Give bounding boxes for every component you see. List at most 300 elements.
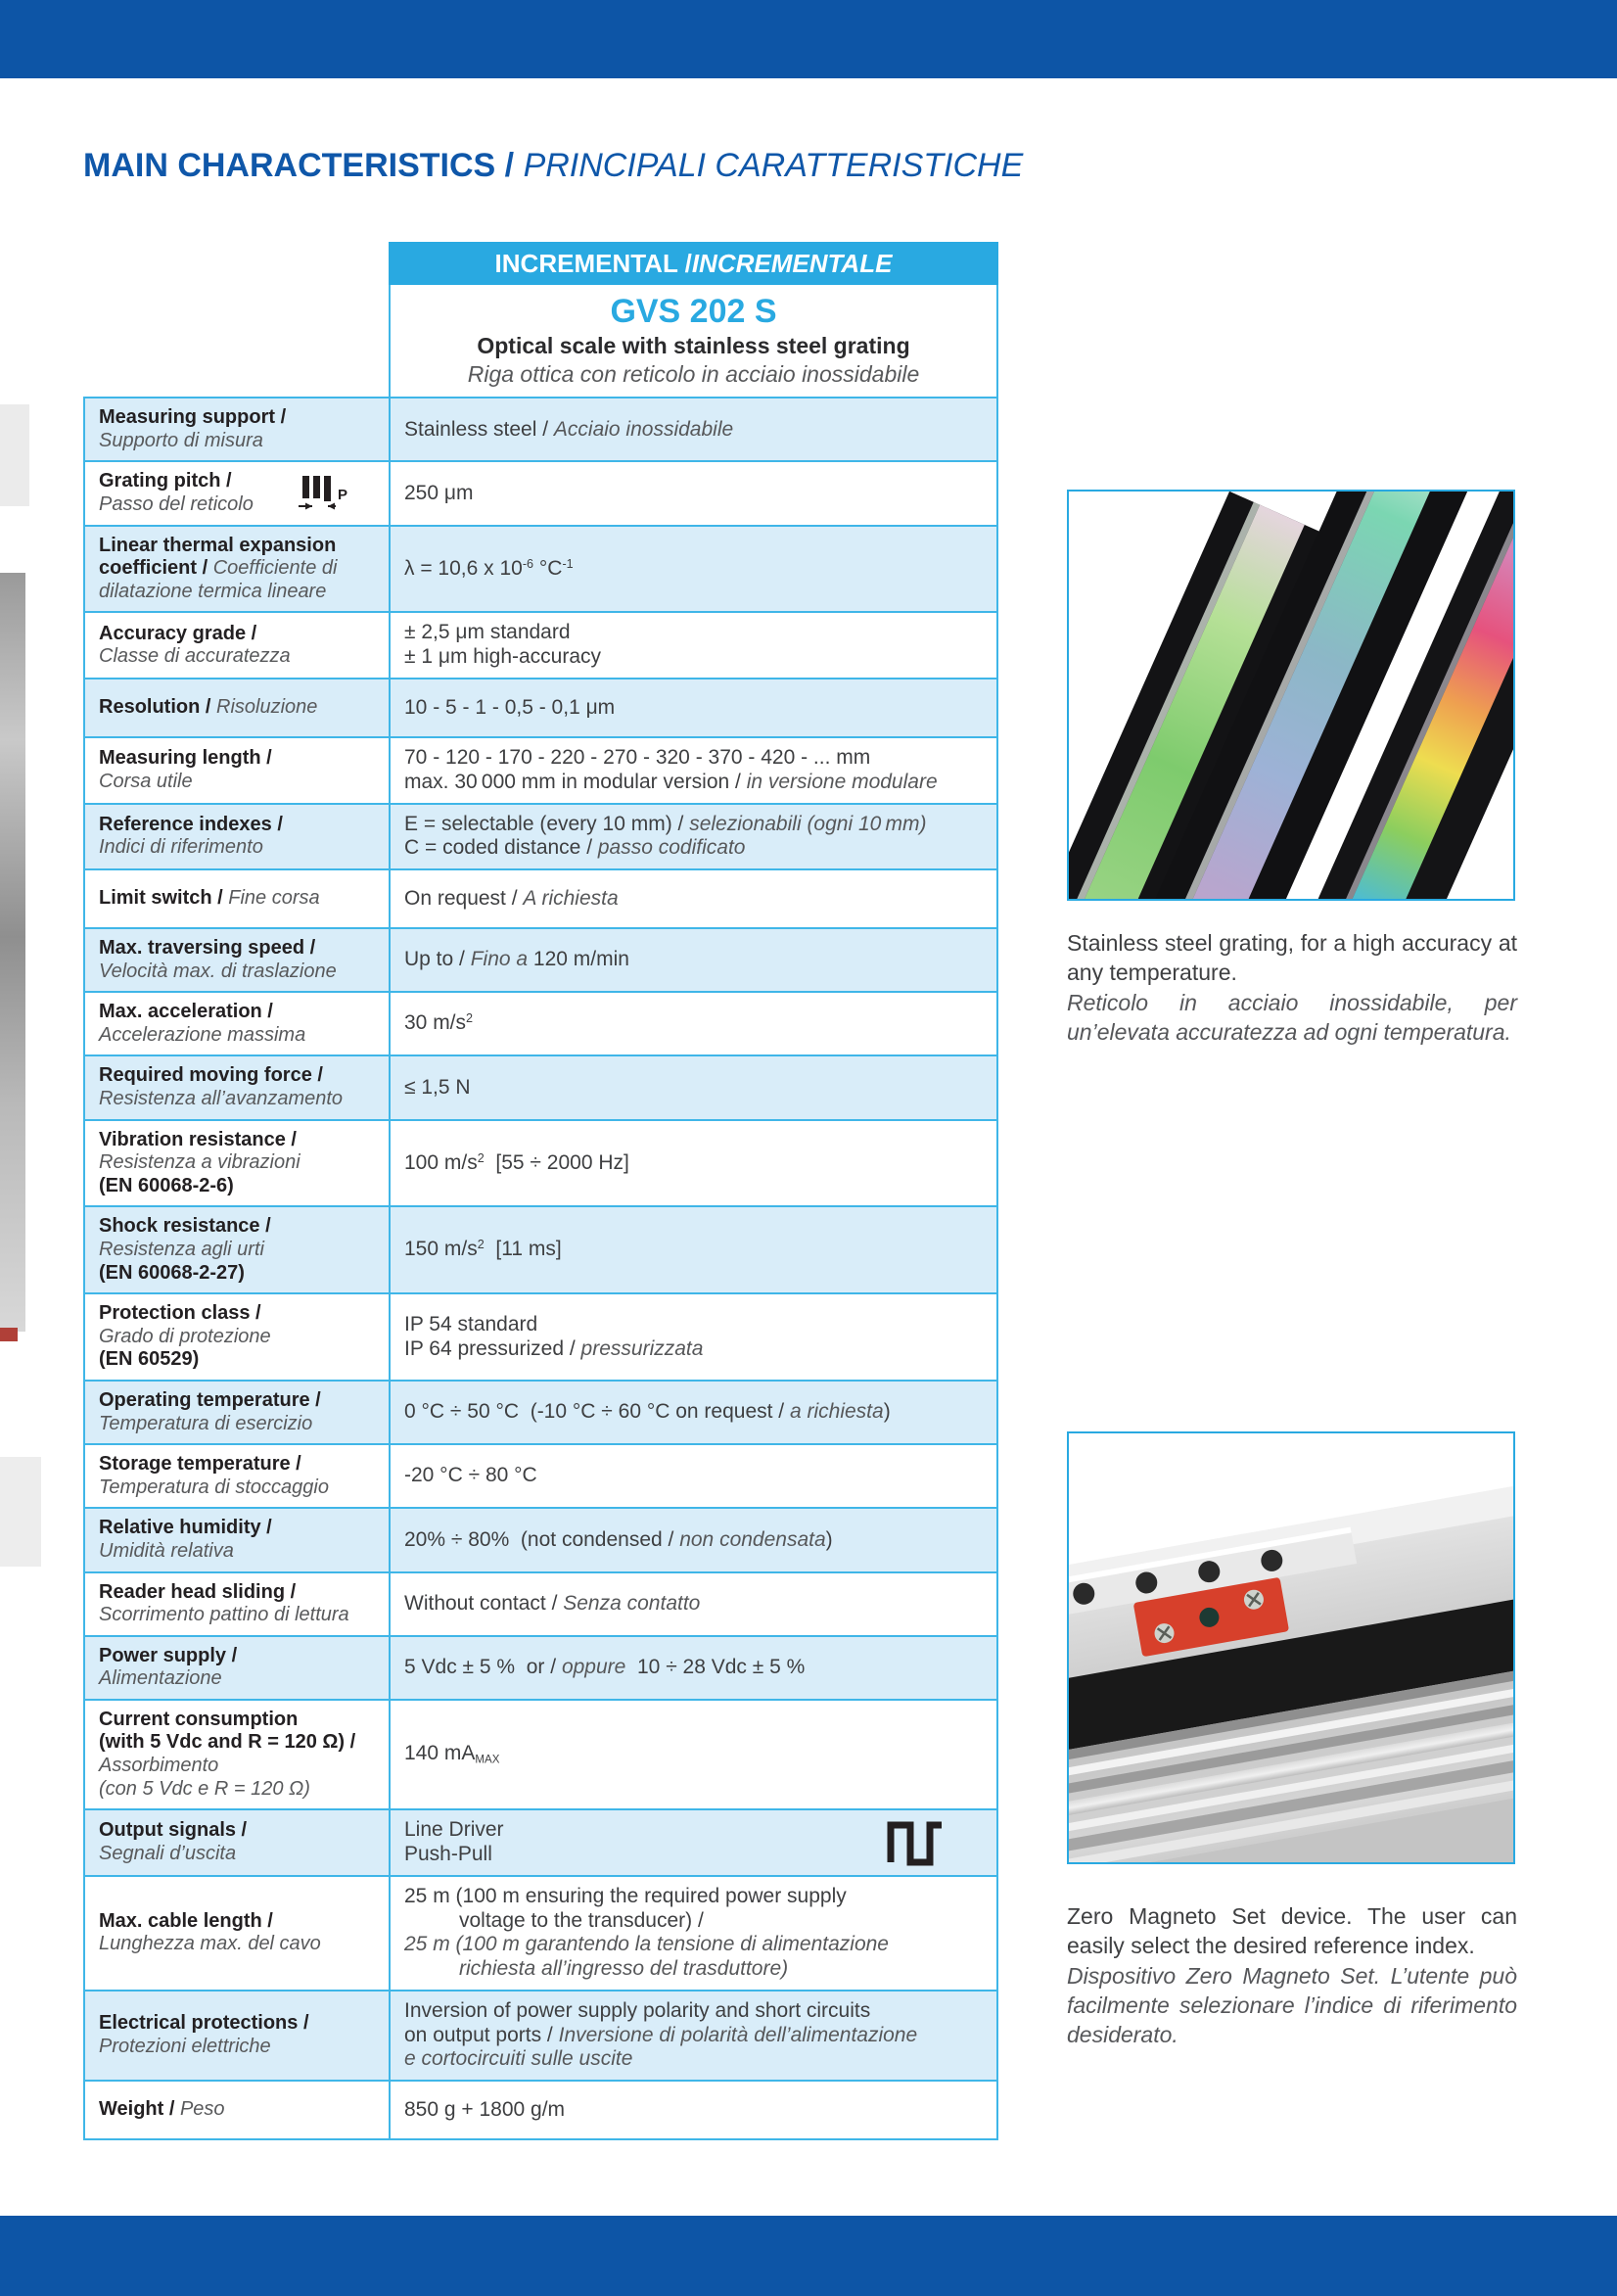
text-segment: On request / [404,886,524,910]
cell-line [99,1064,375,1088]
spec-row-value [390,1055,997,1119]
spec-row [84,1055,997,1119]
cell-line [404,1528,983,1553]
cell-line [404,836,983,861]
text-segment: Velocità max. di traslazione [99,960,337,982]
text-segment: Fine corsa [228,887,320,910]
text-segment: 140 mA [404,1742,476,1765]
cell-line [99,1709,375,1732]
text-segment: Inversione di polarità dell’alimentazione [558,2023,918,2046]
text-segment: Resistenza a vibrazioni [99,1151,300,1174]
text-segment: 150 m/s [404,1238,478,1261]
spec-row-label [84,1206,390,1293]
cell-line [99,696,375,720]
text-segment: Storage temperature / [99,1453,301,1476]
spec-row-label [84,1120,390,1207]
cell-line [99,1819,375,1843]
text-segment: Measuring support / [99,406,287,429]
text-segment: Linear thermal expansion [99,534,337,556]
text-segment: Resolution / [99,696,216,719]
text-segment: passo codificato [597,836,746,860]
spec-row-label [84,1444,390,1508]
spec-row [84,2081,997,2139]
cell-line [404,813,983,837]
cell-line [404,482,983,506]
figure-caption [1067,928,1517,1047]
text-segment: Protection class / [99,1302,261,1325]
text-segment: Alimentazione [99,1667,222,1690]
spec-row [84,1700,997,1809]
spec-row [84,398,997,461]
band-label-it: INCREMENTALE [691,248,893,278]
left-edge-photo-fragment [0,1328,18,1341]
spec-row-label [84,804,390,870]
cell-line [99,1389,375,1413]
text-segment: [11 ms] [484,1238,562,1261]
cell-line [404,418,983,443]
text-segment: Accelerazione massima [99,1023,306,1046]
spec-row-value [390,2081,997,2139]
text-segment: 2 [477,1238,485,1252]
spec-row-value [390,1700,997,1809]
cell-line [99,2036,375,2059]
model-block [389,285,998,397]
text-segment: 30 m/s [404,1011,467,1035]
top-blue-bar [0,0,1617,78]
grating-pitch-icon [299,474,347,513]
spec-row [84,461,997,525]
page-title-en: MAIN CHARACTERISTICS / [83,147,524,184]
text-segment: Acciaio inossidabile [553,417,734,441]
caption-it: Dispositivo Zero Magneto Set. L’utente può facilmente selezionare l’indice di riferimento desiderato. [1067,1962,1517,2048]
text-segment: Limit switch / [99,887,229,910]
text-segment: richiesta all’ingresso del trasduttore) [459,1957,789,1981]
text-segment: Temperatura di stoccaggio [99,1476,329,1498]
cell-line [99,1778,375,1802]
cell-line [99,1517,375,1540]
text-segment: Stainless steel / [404,417,554,441]
cell-line [99,1731,375,1755]
cell-line [404,1151,983,1176]
text-segment: (EN 60068-2-6) [99,1174,234,1196]
text-segment: Resistenza all’avanzamento [99,1088,344,1110]
spec-row-value [390,1206,997,1293]
cell-line [99,557,375,581]
cell-line [404,1076,983,1101]
text-segment: Max. traversing speed / [99,937,316,960]
text-segment: Segnali d’uscita [99,1843,237,1865]
spec-row-value [390,1293,997,1381]
text-segment: (with 5 Vdc and R = 120 Ω) / [99,1731,356,1754]
text-segment: Senza contatto [563,1591,701,1615]
spec-row-label [84,1508,390,1571]
spec-row-value [390,804,997,870]
spec-row-label [84,398,390,461]
cell-line [99,1413,375,1436]
spec-row-value [390,737,997,804]
spec-row [84,1636,997,1700]
left-edge-photo-fragment [0,404,29,506]
cell-line [404,1011,983,1036]
text-segment: ) [883,1400,891,1424]
spec-row [84,1444,997,1508]
spec-row-label [84,612,390,679]
text-segment: e cortocircuiti sulle uscite [404,2047,633,2071]
text-segment: Vibration resistance / [99,1128,297,1150]
spec-row-label [84,1381,390,1444]
cell-line [99,1262,375,1286]
spec-row-label [84,1700,390,1809]
cell-line [404,948,983,972]
text-segment: [55 ÷ 2000 Hz] [484,1150,629,1174]
cell-line [99,1001,375,1024]
cell-line [99,2012,375,2036]
stainless-steel-grating-photo [1067,490,1515,901]
text-segment: Shock resistance / [99,1215,271,1238]
spec-row [84,1206,997,1293]
cell-line [404,557,983,582]
spec-row-value [390,398,997,461]
text-segment: Assorbimento [99,1755,219,1777]
spec-row-value [390,1572,997,1636]
cell-line [404,1337,983,1362]
spec-row-label [84,1055,390,1119]
cell-line [404,2024,983,2048]
text-segment: 25 m (100 m garantendo la tensione di alimentazione [404,1933,889,1956]
cell-line [404,1999,983,2024]
spec-row-value [390,928,997,992]
text-segment: 2 [477,1150,485,1165]
text-segment: 10 - 5 - 1 - 0,5 - 0,1 μm [404,695,616,719]
text-segment: °C [533,556,563,580]
text-segment: C = coded distance / [404,836,598,860]
text-segment: Umidità relativa [99,1539,234,1562]
spec-row [84,612,997,679]
text-segment: Required moving force / [99,1064,323,1087]
left-edge-photo-fragment [0,1457,41,1567]
cell-line [99,623,375,646]
cell-line [404,1313,983,1337]
text-segment: Temperatura di esercizio [99,1412,313,1434]
cell-line [99,1910,375,1934]
cell-line [99,836,375,860]
cell-line [99,1843,375,1866]
cell-line [404,1957,983,1982]
text-segment: in versione modulare [746,770,938,793]
text-segment: E = selectable (every 10 mm) / [404,812,690,835]
text-segment: Lunghezza max. del cavo [99,1933,321,1955]
cell-line [404,1843,854,1867]
cell-line [99,814,375,837]
spec-row-label [84,461,390,525]
cell-line [99,771,375,794]
text-segment: Accuracy grade / [99,622,257,644]
text-segment: 70 - 120 - 170 - 220 - 270 - 320 - 370 - 420 - ... mm [404,745,871,769]
spec-row [84,679,997,737]
text-segment: Grado di protezione [99,1325,271,1347]
cell-line [99,645,375,669]
spec-row-value [390,612,997,679]
cell-line [99,2098,375,2122]
cell-line [99,1476,375,1500]
text-segment: Without contact / [404,1591,564,1615]
spec-row-value [390,679,997,737]
text-segment: Relative humidity / [99,1517,272,1539]
cell-line [99,961,375,984]
text-segment: coefficient / [99,557,213,580]
text-segment: Measuring length / [99,747,272,770]
spec-row [84,1381,997,1444]
spec-row-label [84,1991,390,2081]
spec-row-label [84,737,390,804]
cell-line [99,470,291,493]
cell-line [404,1400,983,1425]
spec-row-value [390,1809,997,1876]
cell-line [99,1604,375,1627]
text-segment: Passo del reticolo [99,493,254,516]
text-segment: Push-Pull [404,1843,492,1866]
left-edge-photo-fragment [0,573,25,1332]
caption-en: Stainless steel grating, for a high accuracy at any temperature. [1067,930,1517,986]
cell-line [99,887,375,911]
page-title [83,147,1023,185]
cell-line [99,1326,375,1349]
cell-line [99,1088,375,1111]
text-segment: non condensata [679,1527,826,1551]
page-title-it: PRINCIPALI CARATTERISTICHE [523,147,1024,184]
cell-line [99,1645,375,1668]
spec-row-value [390,526,997,613]
text-segment: -1 [562,556,574,571]
spec-table-header [389,242,998,397]
cell-line [99,1453,375,1476]
spec-table [83,242,998,2140]
square-wave-icon [887,1819,944,1866]
spec-row-value [390,1991,997,2081]
text-segment: a richiesta [789,1400,884,1424]
spec-row [84,869,997,928]
caption-en: Zero Magneto Set device. The user can easily select the desired reference index. [1067,1903,1517,1959]
spec-row [84,1293,997,1381]
cell-line [99,430,375,453]
text-segment: selezionabili (ogni 10 mm) [689,812,927,835]
spec-row-label [84,2081,390,2139]
spec-row [84,804,997,870]
text-segment: (EN 60529) [99,1348,200,1371]
text-segment: IP 64 pressurized / [404,1336,581,1360]
text-segment: (con 5 Vdc e R = 120 Ω) [99,1777,310,1800]
text-segment: ≤ 1,5 N [404,1075,471,1099]
spec-row [84,1120,997,1207]
spec-row-value [390,1444,997,1508]
text-segment: 0 °C ÷ 50 °C (-10 °C ÷ 60 °C on request / [404,1400,790,1424]
cell-line [99,1348,375,1372]
cell-line [99,1175,375,1198]
text-segment: Electrical protections / [99,2012,309,2035]
spec-row [84,1572,997,1636]
cell-line [404,621,983,645]
cell-line [99,937,375,961]
spec-row-label [84,928,390,992]
spec-row-value [390,1381,997,1444]
cell-line [99,1151,375,1175]
spec-row [84,1809,997,1876]
text-segment: 2 [466,1011,474,1026]
text-segment: Power supply / [99,1644,238,1666]
spec-row-label [84,1876,390,1991]
cell-line [404,645,983,670]
text-segment: 120 m/min [532,948,629,971]
cell-line [404,771,983,795]
cell-line [99,493,291,517]
svg-text:P: P [338,487,347,504]
cell-line [99,1024,375,1048]
spec-row-label [84,1572,390,1636]
spec-row [84,1876,997,1991]
spec-row-value [390,1876,997,1991]
cell-line [99,1215,375,1239]
model-subtitle-it: Riga ottica con reticolo in acciaio inossidabile [467,360,920,387]
cell-line [99,406,375,430]
text-segment: 250 μm [404,481,474,504]
text-segment: ) [825,1527,833,1551]
spec-row-value [390,1120,997,1207]
bottom-blue-bar [0,2216,1617,2296]
text-segment: Supporto di misura [99,429,263,451]
cell-line [99,1755,375,1778]
cell-line [404,1464,983,1488]
text-segment: Classe di accuratezza [99,645,291,668]
cell-line [99,1581,375,1605]
spec-row-label [84,679,390,737]
text-segment: Operating temperature / [99,1388,321,1411]
cell-line [404,1742,983,1767]
cell-line [99,1540,375,1564]
text-segment: Line Driver [404,1818,504,1842]
cell-line [404,1656,983,1680]
text-segment: 25 m (100 m ensuring the required power supply [404,1884,847,1907]
text-segment: Weight / [99,2098,180,2121]
cell-line [99,747,375,771]
model-subtitle-en: Optical scale with stainless steel grating [477,332,910,358]
text-segment: Output signals / [99,1819,248,1842]
cell-line [404,1933,983,1957]
cell-line [404,2098,983,2123]
text-segment: Max. cable length / [99,1909,273,1932]
text-segment: oppure [561,1655,626,1678]
figure-caption [1067,1901,1517,2050]
cell-line [404,887,983,912]
spec-row-label [84,1293,390,1381]
spec-row-value [390,869,997,928]
text-segment: IP 54 standard [404,1312,538,1335]
text-segment: Fino a [470,948,533,971]
cell-line [99,1302,375,1326]
text-segment: A richiesta [523,886,619,910]
cell-line [99,581,375,604]
text-segment: ± 2,5 μm standard [404,621,571,644]
spec-row-label [84,526,390,613]
incremental-band [389,242,998,285]
text-segment: Reference indexes / [99,813,283,835]
text-segment: Peso [179,2098,225,2121]
spec-row [84,737,997,804]
spec-row [84,1991,997,2081]
cell-line [404,696,983,721]
cell-line [404,1909,983,1934]
cell-line [404,1885,983,1909]
spec-row-label [84,1636,390,1700]
text-segment: Coefficiente di [212,557,338,580]
zero-magneto-set-photo [1067,1431,1515,1864]
cell-line [99,1933,375,1956]
cell-line [404,1592,983,1617]
text-segment: max. 30 000 mm in modular version / [404,770,747,793]
text-segment: -20 °C ÷ 80 °C [404,1464,537,1487]
cell-line [404,2047,983,2072]
spec-row [84,526,997,613]
spec-row [84,928,997,992]
text-segment: (EN 60068-2-27) [99,1261,245,1284]
text-segment: pressurizzata [580,1336,704,1360]
text-segment: dilatazione termica lineare [99,580,327,602]
spec-row [84,1508,997,1571]
text-segment: Reader head sliding / [99,1580,297,1603]
text-segment: Scorrimento pattino di lettura [99,1604,349,1626]
cell-line [404,746,983,771]
spec-row-label [84,869,390,928]
band-label-en: INCREMENTAL / [494,248,692,278]
text-segment: Risoluzione [216,696,318,719]
text-segment: Max. acceleration / [99,1001,273,1023]
cell-line [99,535,375,558]
text-segment: 10 ÷ 28 Vdc ± 5 % [625,1655,806,1678]
cell-line [404,1238,983,1262]
spec-row-value [390,1636,997,1700]
spec-row-label [84,1809,390,1876]
text-segment: on output ports / [404,2023,559,2046]
text-segment: 100 m/s [404,1150,478,1174]
text-segment: λ = 10,6 x 10 [404,556,523,580]
text-segment: Indici di riferimento [99,836,263,859]
cell-line [99,1239,375,1262]
zero-magneto-set-illustration [1069,1433,1513,1862]
caption-it: Reticolo in acciaio inossidabile, per un’elevata accuratezza ad ogni temperatura. [1067,989,1517,1046]
cell-line [99,1129,375,1152]
text-segment: ± 1 μm high-accuracy [404,645,602,669]
text-segment: Up to / [404,948,471,971]
spec-row-value [390,1508,997,1571]
cell-line [404,1818,854,1843]
text-segment: Resistenza agli urti [99,1238,264,1260]
spec-row-label [84,992,390,1055]
text-segment: 5 Vdc ± 5 % or / [404,1655,562,1678]
spec-row-value [390,992,997,1055]
text-segment: Current consumption [99,1708,299,1730]
text-segment: Grating pitch / [99,470,232,492]
grating-strips-illustration [1069,492,1513,899]
text-segment: voltage to the transducer) / [459,1908,704,1932]
spec-rows-table [83,397,998,2140]
spec-row [84,992,997,1055]
model-name: GVS 202 S [610,293,777,330]
text-segment: Protezioni elettriche [99,2036,271,2057]
text-segment: 850 g + 1800 g/m [404,2097,566,2121]
spec-row-value [390,461,997,525]
cell-line [99,1667,375,1691]
text-segment: MAX [475,1754,500,1766]
text-segment: Corsa utile [99,770,193,792]
